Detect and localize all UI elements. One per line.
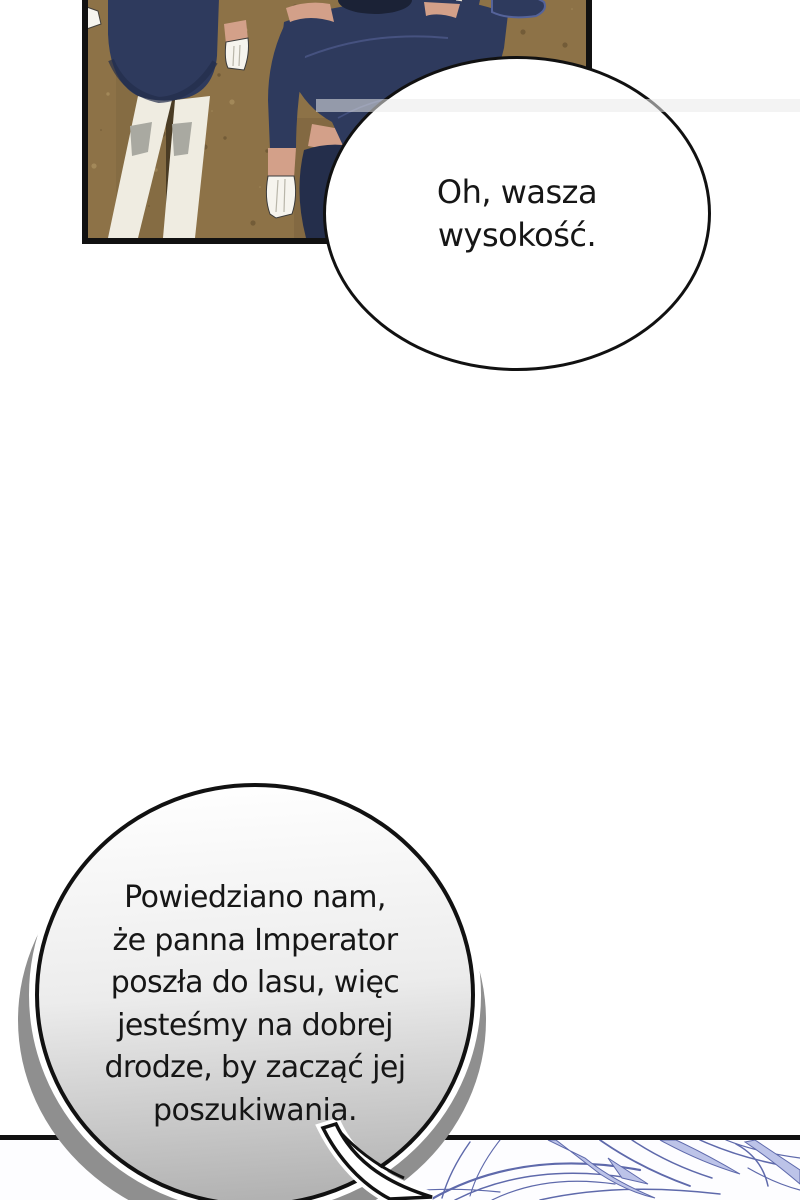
speech-bubble-top <box>323 56 711 371</box>
white-glove <box>225 38 248 70</box>
wrist-cuff-skin <box>268 148 296 178</box>
speech-bubble-bottom-text <box>38 877 472 1132</box>
speech-line: poszukiwania. <box>153 1092 357 1128</box>
speech-line: że panna Imperator <box>112 922 398 958</box>
speech-line: Oh, wasza <box>436 172 598 211</box>
speech-line: drodze, by zacząć jej <box>104 1050 406 1085</box>
speech-line: wysokość. <box>437 215 597 254</box>
speech-line: poszła do lasu, więc <box>110 965 400 1000</box>
boot-shape <box>492 0 545 17</box>
white-glove <box>266 176 295 218</box>
speech-line: Powiedziano nam, <box>124 880 386 915</box>
kneeling-boot <box>492 0 545 17</box>
speech-line: jesteśmy na dobrej <box>117 1007 393 1043</box>
